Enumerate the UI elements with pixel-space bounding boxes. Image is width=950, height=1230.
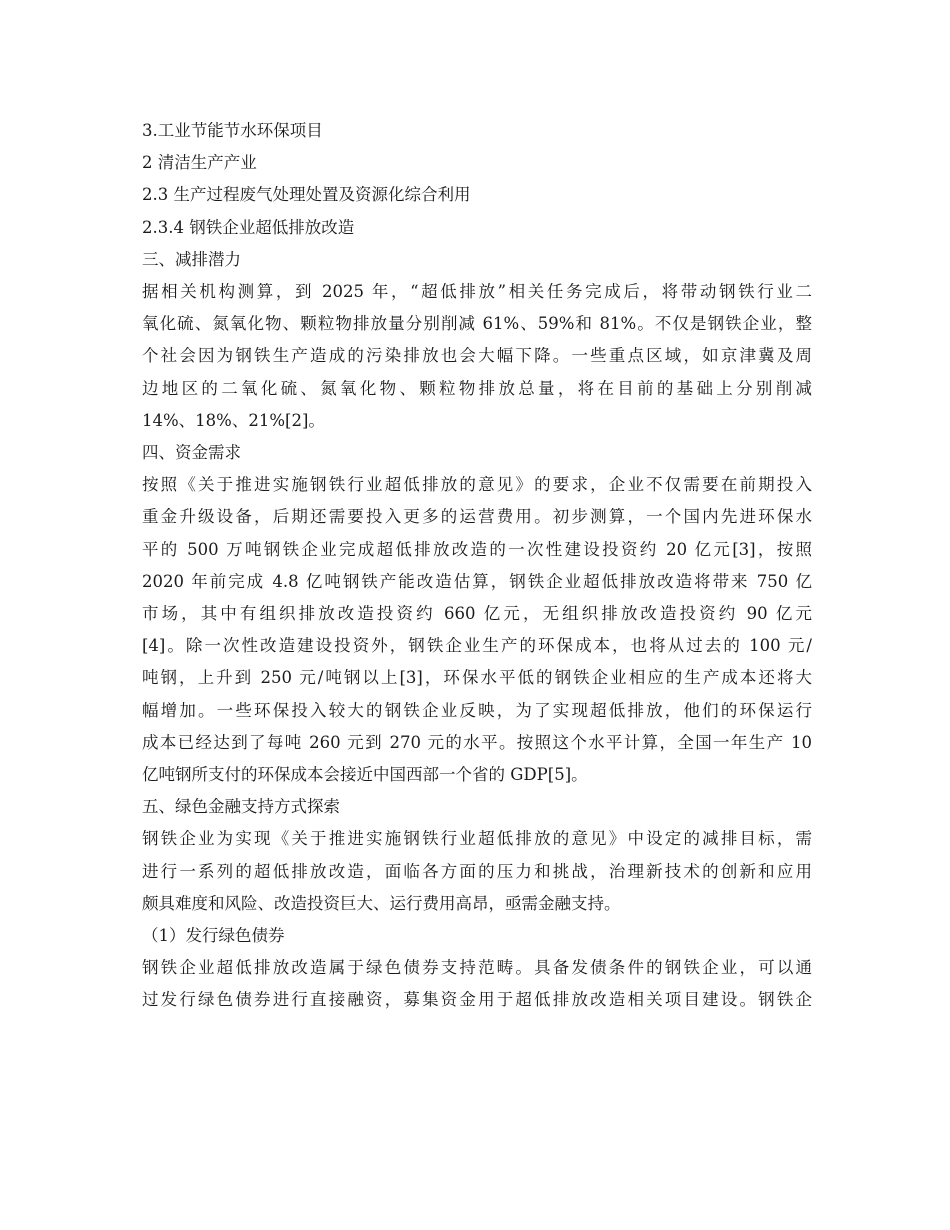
paragraph-line: 重金升级设备，后期还需要投入更多的运营费用。初步测算，一个国内先进环保水 (142, 507, 812, 527)
paragraph-funding-needs (142, 469, 812, 791)
paragraph-line: 2020 年前完成 4.8 亿吨钢铁产能改造估算，钢铁企业超低排放改造将带来 750 亿 (142, 571, 812, 591)
paragraph-line: 过发行绿色债券进行直接融资，募集资金用于超低排放改造相关项目建设。钢铁企 (142, 990, 812, 1010)
paragraph-line: 幅增加。一些环保投入较大的钢铁企业反映，为了实现超低排放，他们的环保运行 (142, 700, 812, 720)
paragraph-line: 平的 500 万吨钢铁企业完成超低排放改造的一次性建设投资约 20 亿元[3]，按照 (142, 539, 812, 559)
paragraph-line: 钢铁企业超低排放改造属于绿色债券支持范畴。具备发债条件的钢铁企业，可以通 (142, 958, 812, 978)
paragraph-line: 按照《关于推进实施钢铁行业超低排放的意见》的要求，企业不仅需要在前期投入 (142, 475, 812, 495)
paragraph-emission-potential (142, 276, 812, 437)
paragraph-line: 亿吨钢所支付的环保成本会接近中国西部一个省的 GDP[5]。 (142, 765, 588, 785)
paragraph-line: 14%、18%、21%[2]。 (142, 410, 325, 430)
section-title-emission-potential: 三、减排潜力 (142, 249, 241, 269)
paragraph-line: 个社会因为钢铁生产造成的污染排放也会大幅下降。一些重点区域，如京津冀及周 (142, 346, 812, 366)
paragraph-line: 据相关机构测算，到 2025 年，“超低排放”相关任务完成后，将带动钢铁行业二 (142, 282, 812, 302)
document-page (142, 115, 812, 1017)
section-title-funding-needs: 四、资金需求 (142, 443, 241, 463)
paragraph-line: 边地区的二氧化硫、氮氧化物、颗粒物排放总量，将在目前的基础上分别削减 (142, 378, 812, 398)
subsection-title-green-bonds: （1）发行绿色债券 (142, 926, 285, 946)
paragraph-line: 颇具难度和风险、改造投资巨大、运行费用高昂，亟需金融支持。 (142, 893, 621, 913)
heading-industrial-projects: 3.工业节能节水环保项目 (142, 121, 323, 140)
heading-waste-gas-treatment: 2.3 生产过程废气处理处置及资源化综合利用 (142, 185, 471, 205)
section-title-green-finance: 五、绿色金融支持方式探索 (142, 797, 340, 817)
paragraph-line: [4]。除一次性改造建设投资外，钢铁企业生产的环保成本，也将从过去的 100 元/ (142, 636, 812, 656)
paragraph-line: 进行一系列的超低排放改造，面临各方面的压力和挑战，治理新技术的创新和应用 (142, 861, 812, 881)
paragraph-line: 钢铁企业为实现《关于推进实施钢铁行业超低排放的意见》中设定的减排目标，需 (142, 829, 812, 849)
paragraph-line: 市场，其中有组织排放改造投资约 660 亿元，无组织排放改造投资约 90 亿元 (142, 604, 812, 624)
heading-clean-production: 2 清洁生产产业 (142, 153, 257, 173)
paragraph-line: 氧化硫、氮氧化物、颗粒物排放量分别削减 61%、59%和 81%。不仅是钢铁企业，整 (142, 314, 812, 334)
paragraph-green-finance (142, 823, 812, 920)
heading-ultra-low-emission: 2.3.4 钢铁企业超低排放改造 (142, 217, 355, 237)
paragraph-line: 吨钢，上升到 250 元/吨钢以上[3]，环保水平低的钢铁企业相应的生产成本还将大 (142, 668, 812, 688)
paragraph-green-bonds (142, 952, 812, 1016)
paragraph-line: 成本已经达到了每吨 260 元到 270 元的水平。按照这个水平计算，全国一年生产 10 (142, 732, 812, 752)
